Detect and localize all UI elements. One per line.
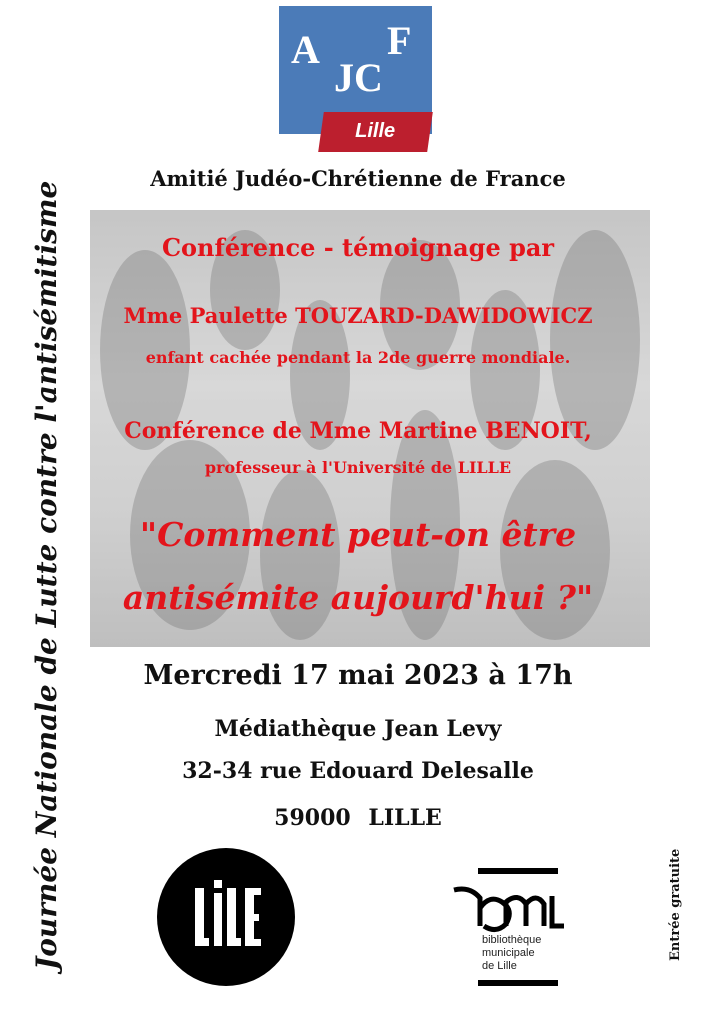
venue-address: 32-34 rue Edouard Delesalle [182, 758, 534, 784]
ajcf-logo-lille-tag [318, 112, 433, 152]
bml-caption-line: municipale [482, 947, 535, 959]
organization-name: Amitié Judéo-Chrétienne de France [150, 166, 566, 191]
logo-lille-label: Lille [355, 120, 396, 142]
bml-caption-line: de Lille [482, 960, 517, 972]
bml-caption-line: bibliothèque [482, 934, 542, 946]
conference-title: Conférence - témoignage par [161, 233, 555, 262]
lille-city-logo [157, 848, 295, 986]
bml-caption [482, 934, 541, 973]
venue-name: Médiathèque Jean Levy [214, 716, 502, 742]
logo-letter-a: A [291, 27, 320, 72]
logo-letters-jc: JC [334, 55, 383, 100]
quote-line-2: antisémite aujourd'hui ?" [122, 578, 594, 617]
quote-line-1: "Comment peut-on être [139, 515, 577, 554]
event-date: Mercredi 17 mai 2023 à 17h [143, 660, 573, 691]
logo-letter-f: F [387, 18, 412, 63]
speaker-1-description: enfant cachée pendant la 2de guerre mondiale. [145, 348, 571, 367]
side-banner-text: Journée Nationale de Lutte contre l'antisémitisme [30, 180, 63, 970]
speaker-2-description: professeur à l'Université de LILLE [204, 458, 512, 477]
venue-city: 59000 LILLE [274, 805, 442, 831]
speaker-2-name: Conférence de Mme Martine BENOIT, [124, 418, 592, 444]
speaker-1-name: Mme Paulette TOUZARD-DAWIDOWICZ [123, 303, 593, 328]
free-entry-text: Entrée gratuite [668, 848, 683, 962]
